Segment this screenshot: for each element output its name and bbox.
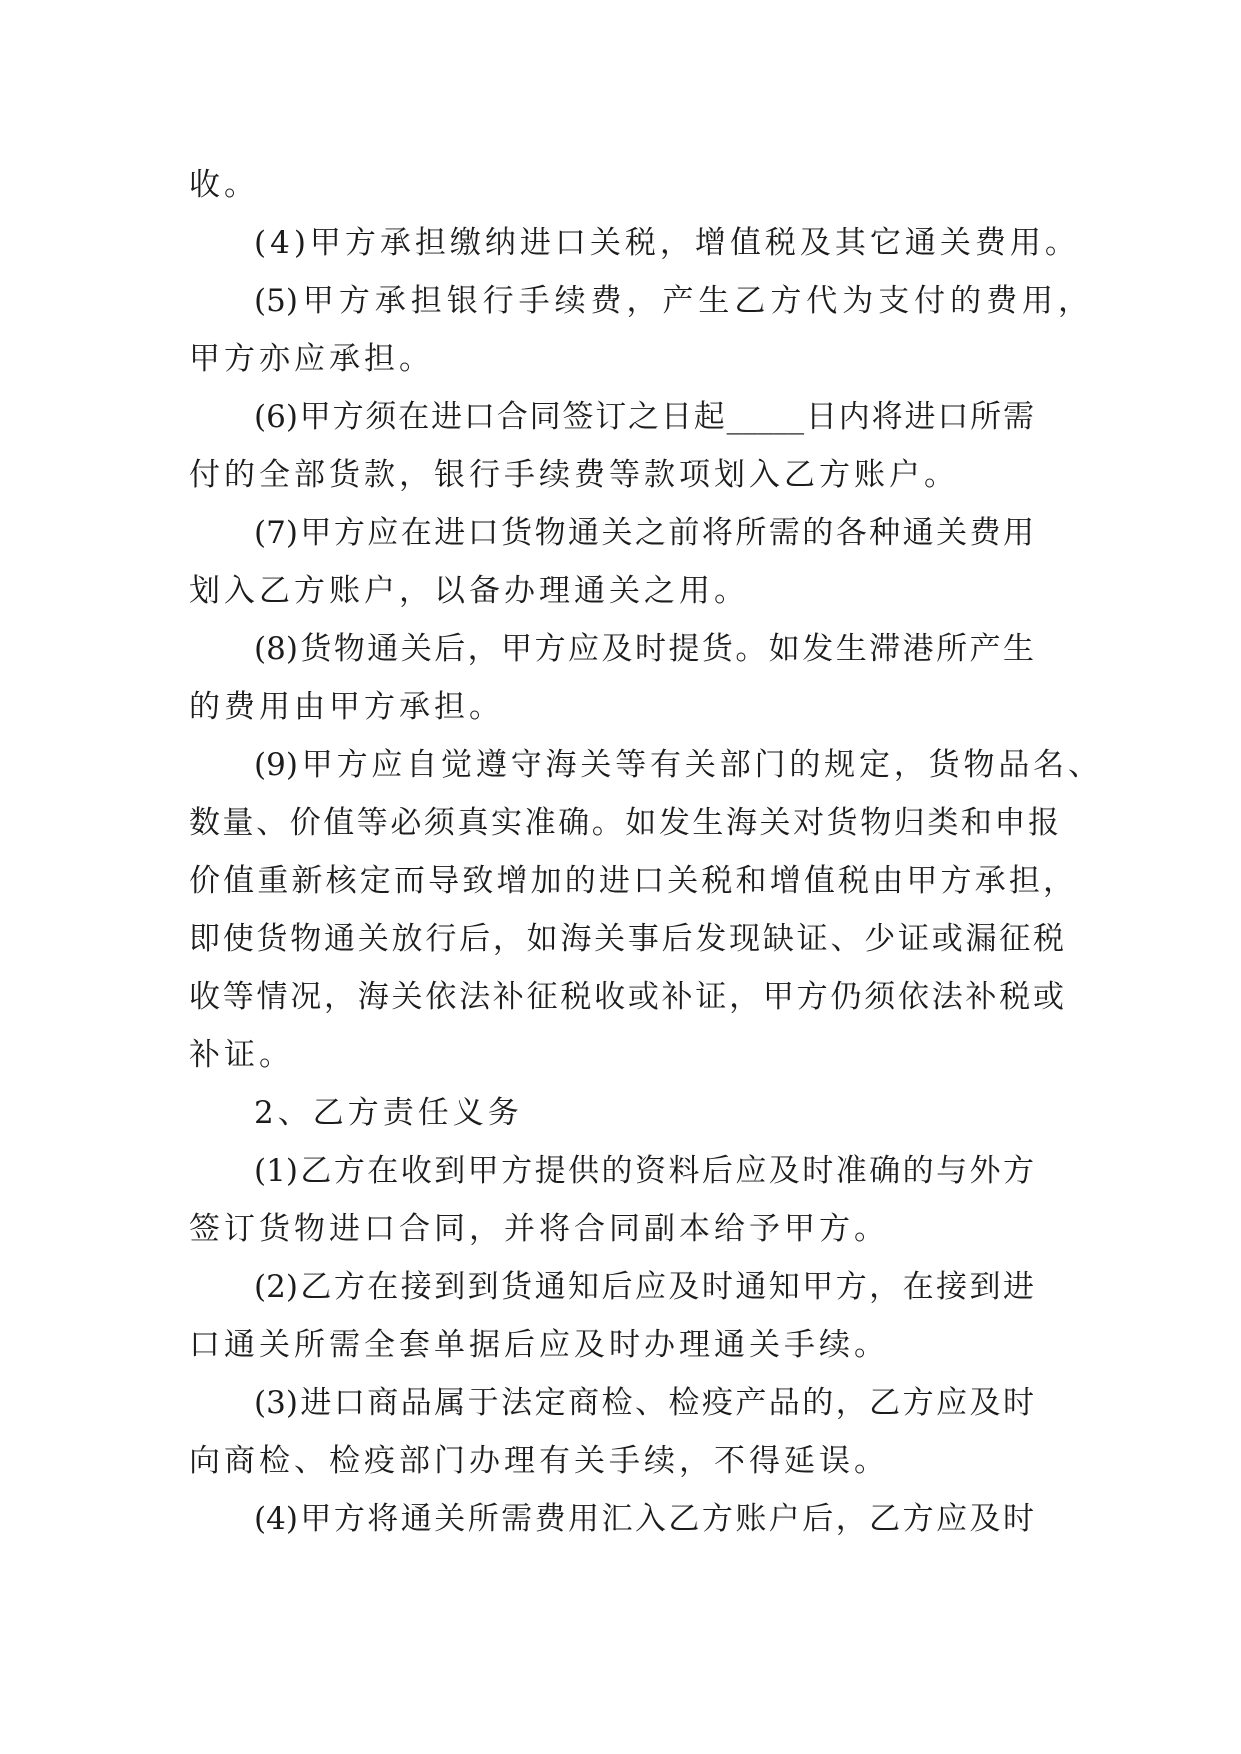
text-line: 补证。	[189, 1037, 294, 1073]
text-line: (5)甲方承担银行手续费，产生乙方代为支付的费用，	[254, 283, 1089, 319]
text-line: 付的全部货款，银行手续费等款项划入乙方账户。	[189, 457, 959, 493]
text-line: (6)甲方须在进口合同签订之日起_____日内将进口所需	[254, 399, 1034, 435]
text-line: (4)甲方承担缴纳进口关税，增值税及其它通关费用。	[254, 225, 1080, 261]
text-line: 收等情况，海关依法补征税收或补证，甲方仍须依法补税或	[189, 979, 1064, 1015]
text-line: 口通关所需全套单据后应及时办理通关手续。	[189, 1327, 889, 1363]
text-line: (7)甲方应在进口货物通关之前将所需的各种通关费用	[254, 515, 1034, 551]
text-line: 收。	[189, 167, 259, 203]
text-line: 即使货物通关放行后，如海关事后发现缺证、少证或漏征税	[189, 921, 1064, 957]
text-line: (4)甲方将通关所需费用汇入乙方账户后，乙方应及时	[254, 1501, 1034, 1537]
section-heading: 2、乙方责任义务	[254, 1095, 523, 1131]
text-line: (3)进口商品属于法定商检、检疫产品的，乙方应及时	[254, 1385, 1034, 1421]
text-line: 甲方亦应承担。	[189, 341, 434, 377]
text-line: 签订货物进口合同，并将合同副本给予甲方。	[189, 1211, 889, 1247]
text-line: 的费用由甲方承担。	[189, 689, 504, 725]
text-line: 数量、价值等必须真实准确。如发生海关对货物归类和申报	[189, 805, 1059, 841]
text-line: (8)货物通关后，甲方应及时提货。如发生滞港所产生	[254, 631, 1034, 667]
text-line: (9)甲方应自觉遵守海关等有关部门的规定，货物品名、	[254, 747, 1099, 783]
text-line: 向商检、检疫部门办理有关手续，不得延误。	[189, 1443, 889, 1479]
text-line: 价值重新核定而导致增加的进口关税和增值税由甲方承担，	[189, 863, 1074, 899]
text-line: (1)乙方在收到甲方提供的资料后应及时准确的与外方	[254, 1153, 1034, 1189]
text-line: (2)乙方在接到到货通知后应及时通知甲方，在接到进	[254, 1269, 1034, 1305]
text-line: 划入乙方账户，以备办理通关之用。	[189, 573, 749, 609]
